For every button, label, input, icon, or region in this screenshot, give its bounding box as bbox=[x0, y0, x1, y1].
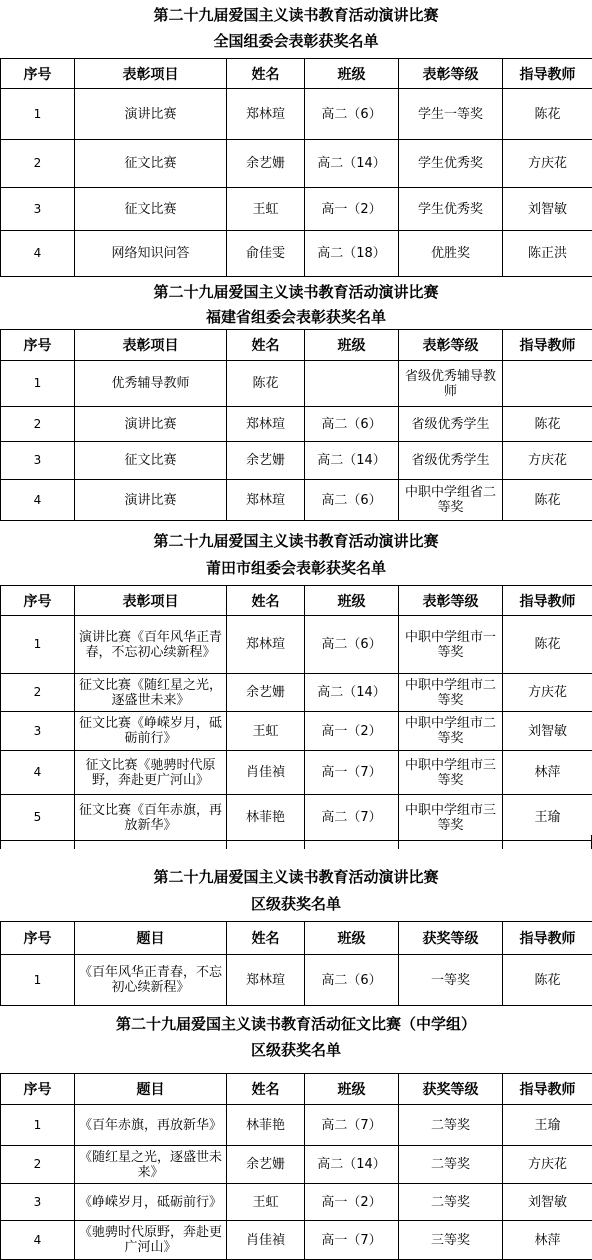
award-table bbox=[0, 58, 592, 277]
header-col-name: 姓名 bbox=[227, 1074, 305, 1105]
section-subtitle: 莆田市组委会表彰获奖名单 bbox=[0, 559, 592, 577]
gridline bbox=[304, 835, 305, 849]
cell-col-teacher: 陈花 bbox=[503, 955, 592, 1006]
cell-col-level: 中职中学组市一等奖 bbox=[399, 616, 503, 674]
cell-col-level: 一等奖 bbox=[399, 955, 503, 1006]
cell-col-name: 郑林瑄 bbox=[227, 89, 305, 140]
cell-col-class: 高二（14） bbox=[305, 442, 399, 480]
header-col-class: 班级 bbox=[305, 330, 399, 361]
table-header-row bbox=[1, 922, 592, 955]
cell-col-class: 高一（7） bbox=[305, 1221, 399, 1260]
table-trailing-gridlines bbox=[0, 835, 592, 849]
cell-col-name: 肖佳禎 bbox=[227, 1221, 305, 1260]
cell-col-class: 高一（2） bbox=[305, 1184, 399, 1221]
cell-col-item: 征文比赛 bbox=[75, 442, 227, 480]
header-col-class: 班级 bbox=[305, 1074, 399, 1105]
cell-col-index: 1 bbox=[1, 616, 75, 674]
cell-col-class: 高一（2） bbox=[305, 712, 399, 751]
cell-col-level: 省级优秀学生 bbox=[399, 407, 503, 442]
cell-col-teacher bbox=[503, 361, 592, 407]
table-row bbox=[1, 89, 592, 140]
header-col-level: 获奖等级 bbox=[399, 1074, 503, 1105]
section-title: 第二十九届爱国主义读书教育活动演讲比赛 bbox=[0, 6, 592, 24]
cell-col-teacher: 刘智敏 bbox=[503, 712, 592, 751]
cell-col-name: 林菲艳 bbox=[227, 1105, 305, 1146]
section-subtitle: 区级获奖名单 bbox=[0, 895, 592, 913]
cell-col-item: 征文比赛《峥嵘岁月，砥砺前行》 bbox=[75, 712, 227, 751]
header-col-item: 题目 bbox=[75, 1074, 227, 1105]
cell-col-item: 《驰骋时代原野，奔赴更广河山》 bbox=[75, 1221, 227, 1260]
header-col-teacher: 指导教师 bbox=[503, 1074, 592, 1105]
header-col-level: 获奖等级 bbox=[399, 922, 503, 955]
gridline bbox=[226, 835, 227, 849]
header-col-index: 序号 bbox=[1, 586, 75, 616]
cell-col-item: 征文比赛《百年赤旗，再放新华》 bbox=[75, 795, 227, 841]
cell-col-index: 4 bbox=[1, 480, 75, 521]
gridline bbox=[74, 835, 75, 849]
cell-col-class: 高二（6） bbox=[305, 407, 399, 442]
cell-col-class: 高一（7） bbox=[305, 751, 399, 795]
cell-col-teacher: 陈正洪 bbox=[503, 231, 592, 277]
cell-col-teacher: 陈花 bbox=[503, 480, 592, 521]
cell-col-class: 高二（6） bbox=[305, 616, 399, 674]
cell-col-level: 中职中学组市二等奖 bbox=[399, 674, 503, 712]
cell-col-level: 省级优秀辅导教师 bbox=[399, 361, 503, 407]
table-row bbox=[1, 751, 592, 795]
cell-col-level: 三等奖 bbox=[399, 1221, 503, 1260]
cell-col-level: 省级优秀学生 bbox=[399, 442, 503, 480]
cell-col-level: 中职中学组市二等奖 bbox=[399, 712, 503, 751]
cell-col-teacher: 刘智敏 bbox=[503, 188, 592, 231]
cell-col-teacher: 方庆花 bbox=[503, 1146, 592, 1184]
award-table bbox=[0, 921, 592, 1006]
cell-col-item: 演讲比赛 bbox=[75, 89, 227, 140]
header-col-name: 姓名 bbox=[227, 586, 305, 616]
header-col-name: 姓名 bbox=[227, 922, 305, 955]
cell-col-index: 2 bbox=[1, 407, 75, 442]
cell-col-item: 征文比赛《驰骋时代原野，奔赴更广河山》 bbox=[75, 751, 227, 795]
table-row bbox=[1, 188, 592, 231]
cell-col-name: 余艺姗 bbox=[227, 1146, 305, 1184]
cell-col-level: 中职中学组市三等奖 bbox=[399, 751, 503, 795]
table-header-row bbox=[1, 59, 592, 89]
cell-col-item: 征文比赛《随红星之光，逐盛世未来》 bbox=[75, 674, 227, 712]
table-header-row bbox=[1, 586, 592, 616]
cell-col-name: 林菲艳 bbox=[227, 795, 305, 841]
cell-col-index: 3 bbox=[1, 712, 75, 751]
cell-col-item: 征文比赛 bbox=[75, 188, 227, 231]
table-row bbox=[1, 674, 592, 712]
cell-col-teacher: 刘智敏 bbox=[503, 1184, 592, 1221]
table-row bbox=[1, 480, 592, 521]
cell-col-name: 余艺姗 bbox=[227, 442, 305, 480]
header-col-level: 表彰等级 bbox=[399, 586, 503, 616]
section-subtitle: 全国组委会表彰获奖名单 bbox=[0, 32, 592, 50]
table-row bbox=[1, 955, 592, 1006]
cell-col-index: 4 bbox=[1, 1221, 75, 1260]
cell-col-item: 《百年赤旗，再放新华》 bbox=[75, 1105, 227, 1146]
cell-col-level: 学生优秀奖 bbox=[399, 188, 503, 231]
cell-col-name: 余艺姗 bbox=[227, 140, 305, 188]
cell-col-teacher: 王瑜 bbox=[503, 795, 592, 841]
cell-col-class: 高一（2） bbox=[305, 188, 399, 231]
cell-col-name: 肖佳禎 bbox=[227, 751, 305, 795]
section-title: 第二十九届爱国主义读书教育活动演讲比赛 bbox=[0, 283, 592, 301]
cell-col-teacher: 方庆花 bbox=[503, 140, 592, 188]
cell-col-level: 二等奖 bbox=[399, 1105, 503, 1146]
cell-col-name: 王虹 bbox=[227, 188, 305, 231]
cell-col-teacher: 林萍 bbox=[503, 751, 592, 795]
cell-col-index: 3 bbox=[1, 188, 75, 231]
cell-col-teacher: 方庆花 bbox=[503, 674, 592, 712]
cell-col-level: 学生优秀奖 bbox=[399, 140, 503, 188]
header-col-item: 表彰项目 bbox=[75, 586, 227, 616]
header-col-class: 班级 bbox=[305, 586, 399, 616]
header-col-teacher: 指导教师 bbox=[503, 330, 592, 361]
header-col-name: 姓名 bbox=[227, 59, 305, 89]
section-subtitle: 福建省组委会表彰获奖名单 bbox=[0, 308, 592, 326]
cell-col-teacher: 林萍 bbox=[503, 1221, 592, 1260]
cell-col-name: 郑林瑄 bbox=[227, 480, 305, 521]
gridline bbox=[502, 835, 503, 849]
cell-col-index: 1 bbox=[1, 1105, 75, 1146]
cell-col-level: 二等奖 bbox=[399, 1146, 503, 1184]
cell-col-level: 学生一等奖 bbox=[399, 89, 503, 140]
cell-col-name: 郑林瑄 bbox=[227, 955, 305, 1006]
header-col-level: 表彰等级 bbox=[399, 330, 503, 361]
cell-col-index: 5 bbox=[1, 795, 75, 841]
table-row bbox=[1, 361, 592, 407]
cell-col-teacher: 方庆花 bbox=[503, 442, 592, 480]
table-row bbox=[1, 231, 592, 277]
table-row bbox=[1, 1221, 592, 1260]
cell-col-class: 高二（6） bbox=[305, 955, 399, 1006]
section-subtitle: 区级获奖名单 bbox=[0, 1041, 592, 1059]
cell-col-index: 1 bbox=[1, 955, 75, 1006]
cell-col-index: 1 bbox=[1, 89, 75, 140]
header-col-index: 序号 bbox=[1, 1074, 75, 1105]
cell-col-class: 高二（14） bbox=[305, 140, 399, 188]
cell-col-item: 《峥嵘岁月，砥砺前行》 bbox=[75, 1184, 227, 1221]
award-table bbox=[0, 1073, 592, 1260]
table-row bbox=[1, 407, 592, 442]
cell-col-teacher: 陈花 bbox=[503, 616, 592, 674]
cell-col-index: 2 bbox=[1, 140, 75, 188]
table-row bbox=[1, 616, 592, 674]
cell-col-name: 郑林瑄 bbox=[227, 616, 305, 674]
table-header-row bbox=[1, 330, 592, 361]
cell-col-class bbox=[305, 361, 399, 407]
cell-col-index: 4 bbox=[1, 231, 75, 277]
table-row bbox=[1, 795, 592, 841]
header-col-class: 班级 bbox=[305, 922, 399, 955]
cell-col-index: 3 bbox=[1, 442, 75, 480]
cell-col-index: 3 bbox=[1, 1184, 75, 1221]
header-col-item: 表彰项目 bbox=[75, 59, 227, 89]
cell-col-index: 1 bbox=[1, 361, 75, 407]
cell-col-name: 余艺姗 bbox=[227, 674, 305, 712]
gridline bbox=[0, 835, 1, 849]
section-title: 第二十九届爱国主义读书教育活动演讲比赛 bbox=[0, 868, 592, 886]
header-col-class: 班级 bbox=[305, 59, 399, 89]
table-row bbox=[1, 1184, 592, 1221]
cell-col-index: 4 bbox=[1, 751, 75, 795]
gridline bbox=[398, 835, 399, 849]
cell-col-teacher: 陈花 bbox=[503, 407, 592, 442]
header-col-index: 序号 bbox=[1, 330, 75, 361]
cell-col-level: 二等奖 bbox=[399, 1184, 503, 1221]
cell-col-class: 高二（18） bbox=[305, 231, 399, 277]
section-title: 第二十九届爱国主义读书教育活动演讲比赛 bbox=[0, 532, 592, 550]
table-header-row bbox=[1, 1074, 592, 1105]
cell-col-class: 高二（14） bbox=[305, 674, 399, 712]
cell-col-item: 演讲比赛《百年风华正青春，不忘初心续新程》 bbox=[75, 616, 227, 674]
cell-col-name: 俞佳雯 bbox=[227, 231, 305, 277]
cell-col-item: 演讲比赛 bbox=[75, 480, 227, 521]
cell-col-item: 《百年风华正青春，不忘初心续新程》 bbox=[75, 955, 227, 1006]
cell-col-index: 2 bbox=[1, 1146, 75, 1184]
table-row bbox=[1, 1146, 592, 1184]
cell-col-name: 王虹 bbox=[227, 712, 305, 751]
header-col-item: 表彰项目 bbox=[75, 330, 227, 361]
cell-col-item: 《随红星之光，逐盛世未来》 bbox=[75, 1146, 227, 1184]
cell-col-item: 优秀辅导教师 bbox=[75, 361, 227, 407]
table-row bbox=[1, 442, 592, 480]
table-row bbox=[1, 1105, 592, 1146]
cell-col-name: 郑林瑄 bbox=[227, 407, 305, 442]
cell-col-level: 中职中学组省二等奖 bbox=[399, 480, 503, 521]
section-title: 第二十九届爱国主义读书教育活动征文比赛（中学组） bbox=[0, 1015, 592, 1033]
header-col-level: 表彰等级 bbox=[399, 59, 503, 89]
table-row bbox=[1, 140, 592, 188]
cell-col-item: 网络知识问答 bbox=[75, 231, 227, 277]
header-col-teacher: 指导教师 bbox=[503, 922, 592, 955]
cell-col-class: 高二（6） bbox=[305, 480, 399, 521]
cell-col-name: 陈花 bbox=[227, 361, 305, 407]
header-col-name: 姓名 bbox=[227, 330, 305, 361]
cell-col-level: 优胜奖 bbox=[399, 231, 503, 277]
cell-col-level: 中职中学组市三等奖 bbox=[399, 795, 503, 841]
cell-col-class: 高二（7） bbox=[305, 795, 399, 841]
award-table bbox=[0, 329, 592, 521]
cell-col-index: 2 bbox=[1, 674, 75, 712]
table-row bbox=[1, 712, 592, 751]
cell-col-teacher: 王瑜 bbox=[503, 1105, 592, 1146]
cell-col-class: 高二（6） bbox=[305, 89, 399, 140]
cell-col-class: 高二（7） bbox=[305, 1105, 399, 1146]
header-col-index: 序号 bbox=[1, 922, 75, 955]
header-col-teacher: 指导教师 bbox=[503, 59, 592, 89]
cell-col-class: 高二（14） bbox=[305, 1146, 399, 1184]
cell-col-name: 王虹 bbox=[227, 1184, 305, 1221]
cell-col-teacher: 陈花 bbox=[503, 89, 592, 140]
header-col-index: 序号 bbox=[1, 59, 75, 89]
cell-col-item: 演讲比赛 bbox=[75, 407, 227, 442]
header-col-teacher: 指导教师 bbox=[503, 586, 592, 616]
award-table bbox=[0, 585, 592, 841]
cell-col-item: 征文比赛 bbox=[75, 140, 227, 188]
header-col-item: 题目 bbox=[75, 922, 227, 955]
